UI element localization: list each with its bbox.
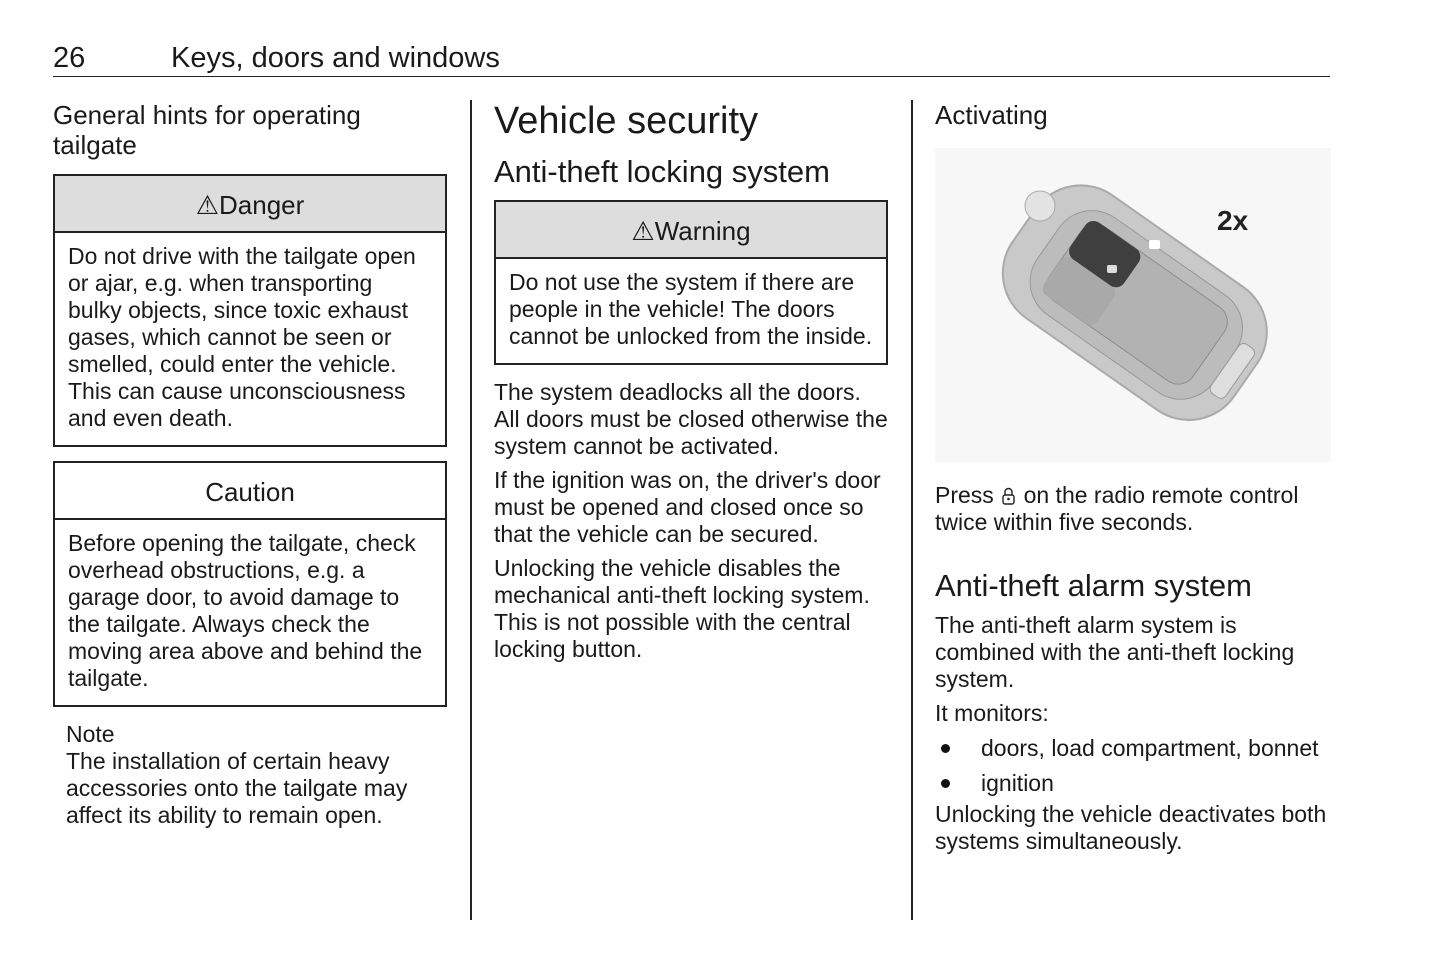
warning-box: [494, 200, 888, 365]
lock-icon: [1002, 487, 1015, 505]
note-text: The installation of certain heavy accessories onto the tailgate may affect its ability to remain open.: [66, 748, 408, 828]
column-3: [935, 100, 1333, 855]
monitors-list: [935, 731, 1333, 801]
column-divider: [470, 100, 472, 920]
warning-triangle-icon: ⚠: [195, 190, 220, 220]
paragraph: Unlocking the vehicle disables the mechanical anti-theft locking system. This is not possible with the central locking button.: [494, 555, 870, 662]
section-title: Keys, doors and windows: [171, 42, 500, 74]
alarm-description: The anti-theft alarm system is combined with the anti-theft locking system.: [935, 612, 1295, 692]
activating-heading: Activating: [935, 100, 1048, 130]
note: [53, 721, 447, 829]
column-1: [53, 100, 447, 829]
key-fob-illustration: [935, 148, 1331, 462]
paragraph: If the ignition was on, the driver's door must be opened and closed once so that the vehicle can be secured.: [494, 467, 881, 547]
danger-header: [55, 176, 445, 233]
press-instruction: Press on the radio remote control twice within five seconds.: [935, 482, 1299, 535]
caution-title: Caution: [55, 463, 445, 520]
warning-header: [496, 202, 886, 259]
key-fob-figure: [935, 148, 1331, 462]
danger-text: Do not drive with the tailgate open or ajar, e.g. when transporting bulky objects, since toxic exhaust gases, which cannot be seen or smelled, could enter the vehicle. This can cause unconsciousness and even death.: [68, 243, 416, 431]
anti-theft-alarm-title: Anti-theft alarm system: [935, 568, 1252, 603]
lock-icon: [1149, 240, 1160, 249]
page-header: [53, 42, 1330, 77]
danger-box: [53, 174, 447, 447]
column-divider: [911, 100, 913, 920]
page-number: 26: [53, 42, 86, 74]
warning-title: Warning: [654, 216, 751, 246]
monitors-label: It monitors:: [935, 700, 1049, 726]
column-2: [494, 100, 890, 663]
vehicle-security-title: Vehicle security: [494, 100, 759, 142]
caution-text: Before opening the tailgate, check overhead obstructions, e.g. a garage door, to avoid damage to the tailgate. Always check the moving area above and behind the tailgate.: [68, 530, 423, 691]
list-item: ignition: [935, 766, 1333, 801]
danger-title: Danger: [219, 190, 305, 220]
closing-paragraph: Unlocking the vehicle deactivates both systems simultaneously.: [935, 801, 1327, 854]
warning-triangle-icon: ⚠: [631, 216, 655, 246]
list-item: doors, load compartment, bonnet: [935, 731, 1333, 766]
warning-text: Do not use the system if there are people in the vehicle! The doors cannot be unlocked from the inside.: [509, 269, 873, 349]
caution-box: [53, 461, 447, 707]
paragraph: The system deadlocks all the doors. All doors must be closed otherwise the system cannot be activated.: [494, 379, 888, 459]
anti-theft-locking-subtitle: Anti-theft locking system: [494, 154, 830, 189]
press-count-label: 2x: [1217, 205, 1249, 236]
tailgate-hints-heading: General hints for operating tailgate: [53, 100, 361, 160]
note-title: Note: [66, 721, 115, 747]
unlock-icon: [1107, 265, 1117, 273]
